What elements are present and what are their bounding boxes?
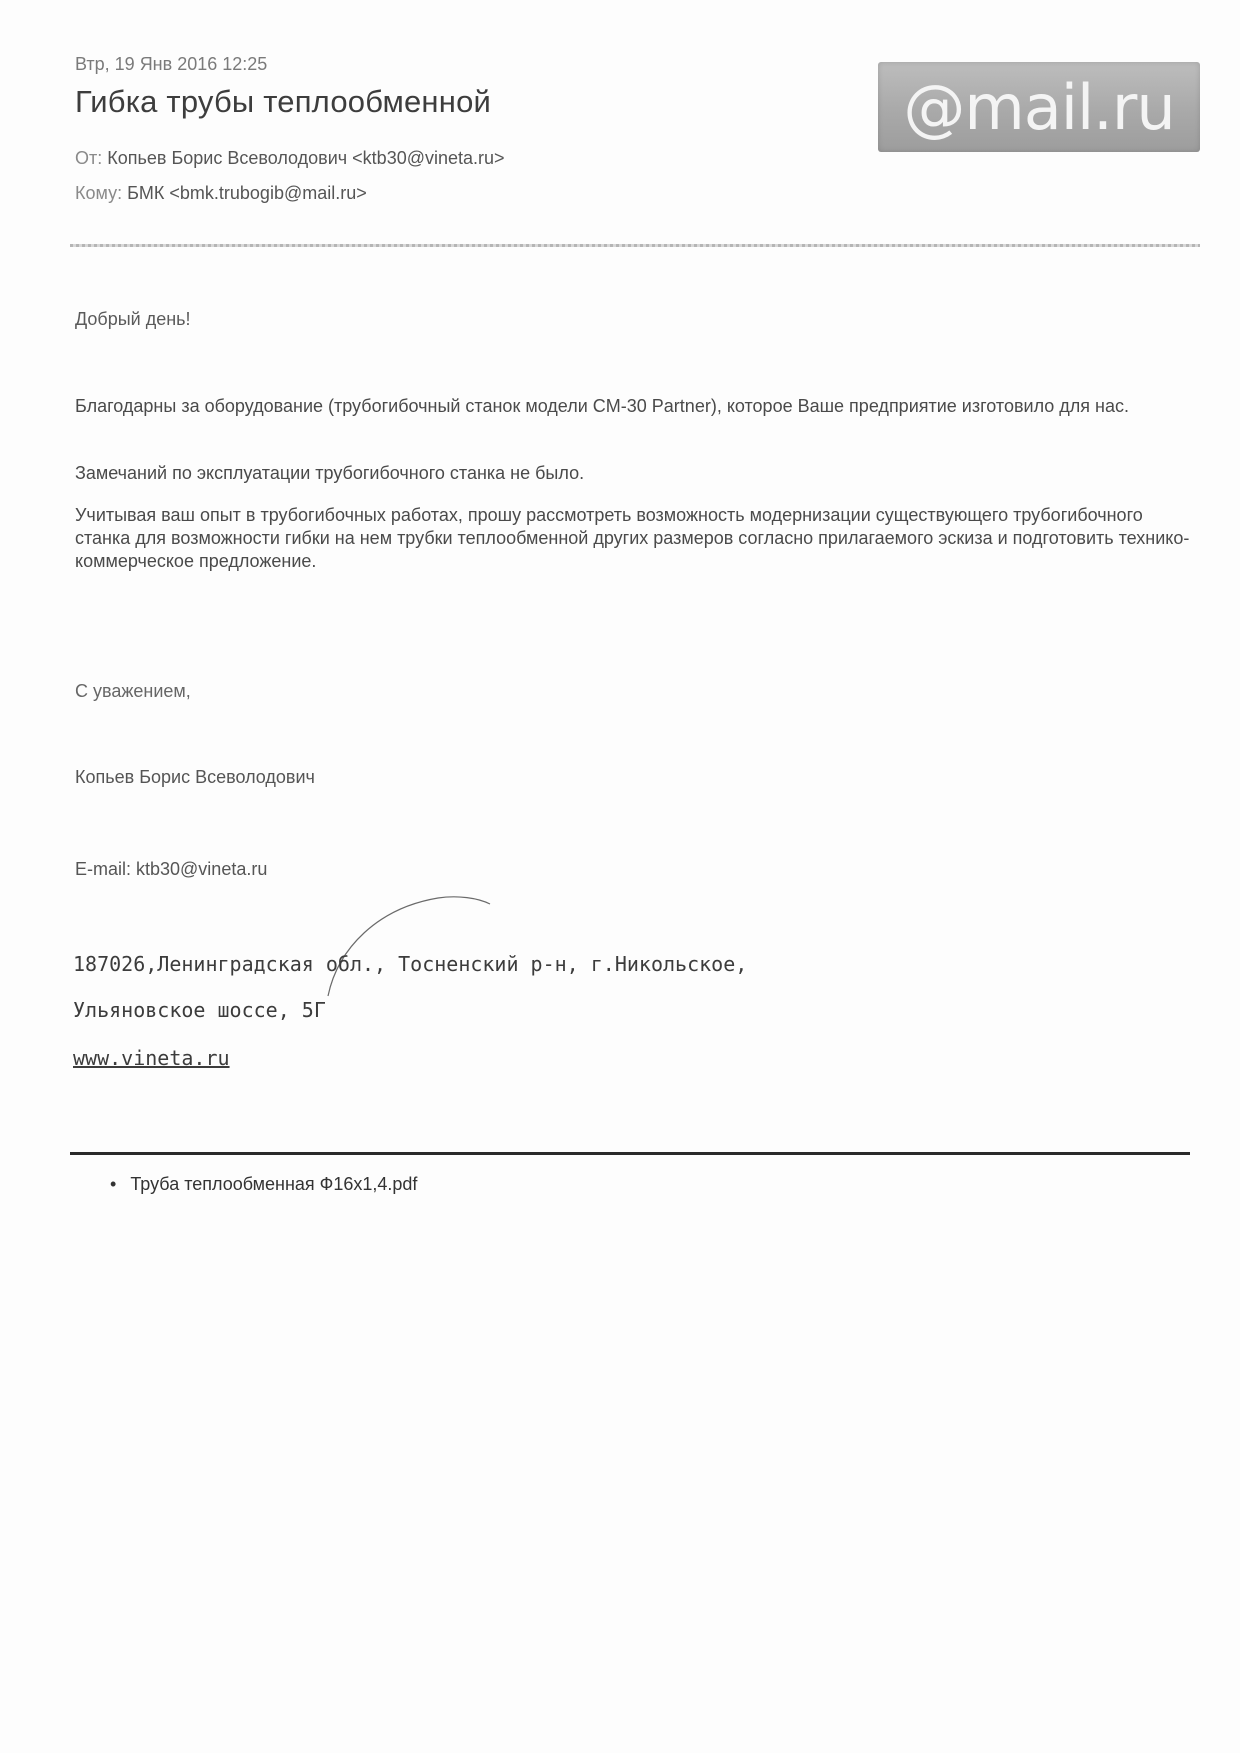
address-line-2: Ульяновское шоссе, 5Г (73, 998, 326, 1022)
regards: С уважением, (75, 681, 191, 701)
pen-stroke (318, 888, 498, 998)
to-label: Кому: (75, 183, 123, 203)
mail-ru-logo: @mail.ru (878, 62, 1200, 152)
email-from (75, 148, 505, 169)
paragraph-2: Замечаний по эксплуатации трубогибочного станка не было. (75, 463, 585, 483)
address-line-1: 187026,Ленинградская обл., Тосненский р-н, г.Никольское, (73, 952, 748, 976)
attachment-item[interactable]: • Труба теплообменная Ф16х1,4.pdf (110, 1174, 417, 1195)
email-to (75, 183, 367, 204)
email-subject: Гибка трубы теплообменной (75, 84, 492, 119)
from-label: От: (75, 148, 103, 168)
paragraph-3: Учитывая ваш опыт в трубогибочных работах, прошу рассмотреть возможность модернизации существующего трубогибочного станка для возможности гибки на нем трубки теплообменной других размеров согласно прилагаемого эскиза и подготовить технико-коммерческое предложение. (75, 505, 1190, 571)
to-value: БМК <bmk.trubogib@mail.ru> (127, 183, 367, 203)
paragraph-1: Благодарны за оборудование (трубогибочный станок модели CM-30 Partner), которое Ваше предприятие изготовило для нас. (75, 396, 1129, 416)
email-date: Втр, 19 Янв 2016 12:25 (75, 54, 268, 74)
attachments-separator (70, 1152, 1190, 1155)
greeting: Добрый день! (75, 309, 191, 329)
attachments-list (110, 1174, 417, 1195)
signer-name: Копьев Борис Всеволодович (75, 767, 315, 787)
from-value: Копьев Борис Всеволодович <ktb30@vineta.ru> (107, 148, 505, 168)
signer-email: E-mail: ktb30@vineta.ru (75, 859, 268, 879)
header-separator (70, 244, 1200, 247)
website-link[interactable]: www.vineta.ru (73, 1046, 230, 1070)
